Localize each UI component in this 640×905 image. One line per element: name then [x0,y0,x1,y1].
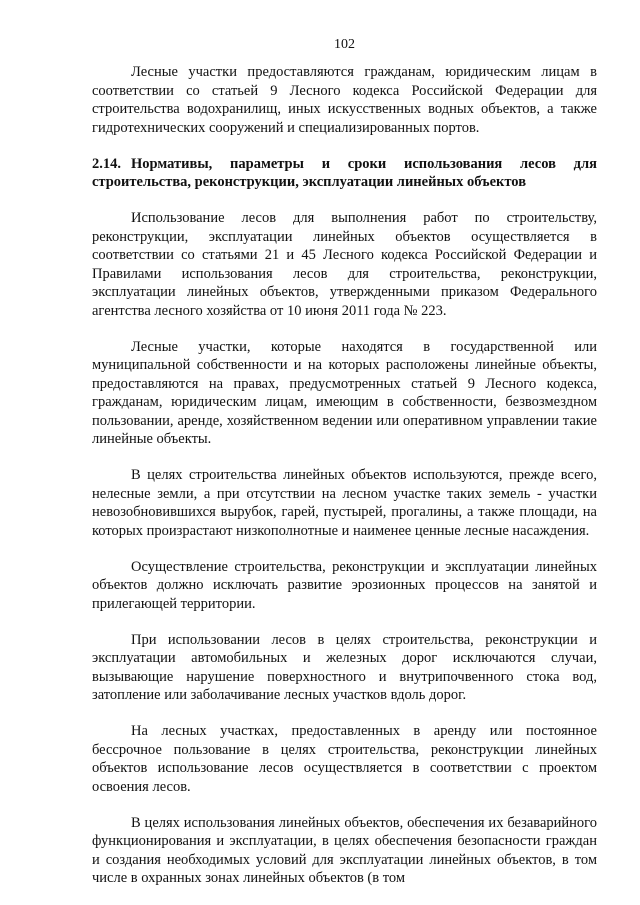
paragraph: При использовании лесов в целях строительства, реконструкции и эксплуатации автомобильных и железных дорог исключаются случаи, вызывающие нарушение поверхностного и внутрипочвенного стока вод, затопление или заболачивание лесных участков вдоль дорог. [92,631,597,703]
paragraph: В целях строительства линейных объектов используются, прежде всего, нелесные земли, а при отсутствии на лесном участке таких земель - участки невозобновившихся вырубок, гарей, пустырей, прогалины, а также площади, на которых произрастают низкополнотные и наименее ценные лесные насаждения. [92,467,597,539]
paragraph: Использование лесов для выполнения работ по строительству, реконструкции, эксплуатации линейных объектов осуществляется в соответствии со статьями 21 и 45 Лесного кодекса Российской Федерации и Правилами использования лесов для строительства, реконструкции, эксплуатации линейных объектов, утвержденными приказом Федерального агентства лесного хозяйства от 10 июня 2011 года № 223. [92,210,597,319]
paragraph: На лесных участках, предоставленных в аренду или постоянное бессрочное пользование в целях строительства, реконструкции линейных объектов использование лесов осуществляется в соответствии с проектом освоения лесов. [92,723,597,795]
section-heading [92,155,597,192]
paragraph: Осуществление строительства, реконструкции и эксплуатации линейных объектов должно исключать развитие эрозионных процессов на занятой и прилегающей территории. [92,558,597,612]
paragraph: Лесные участки, которые находятся в государственной или муниципальной собственности и на которых расположены линейные объекты, предоставляются на правах, предусмотренных статьей 9 Лесного кодекса, гражданам, юридическим лицам, имеющим в собственности, безвозмездном пользовании, аренде, хозяйственном ведении или оперативном управлении такие линейные объекты. [92,338,597,447]
document-body [92,63,597,905]
page-number: 102 [334,37,355,52]
paragraph: Лесные участки предоставляются гражданам, юридическим лицам в соответствии со статьей 9 Лесного кодекса Российской Федерации для строительства водохранилищ, иных искусственных водных объектов, а также гидротехнических сооружений и специализированных портов. [92,64,597,136]
paragraph: В целях использования линейных объектов, обеспечения их безаварийного функционирования и эксплуатации, в целях обеспечения безопасности граждан и создания необходимых условий для эксплуатации линейных объектов, в том числе в охранных зонах линейных объектов (в том [92,814,597,886]
section-number: 2.14. [92,155,121,172]
section-title: Нормативы, параметры и сроки использования лесов для строительства, реконструкции, эксплуатации линейных объектов [92,155,597,190]
